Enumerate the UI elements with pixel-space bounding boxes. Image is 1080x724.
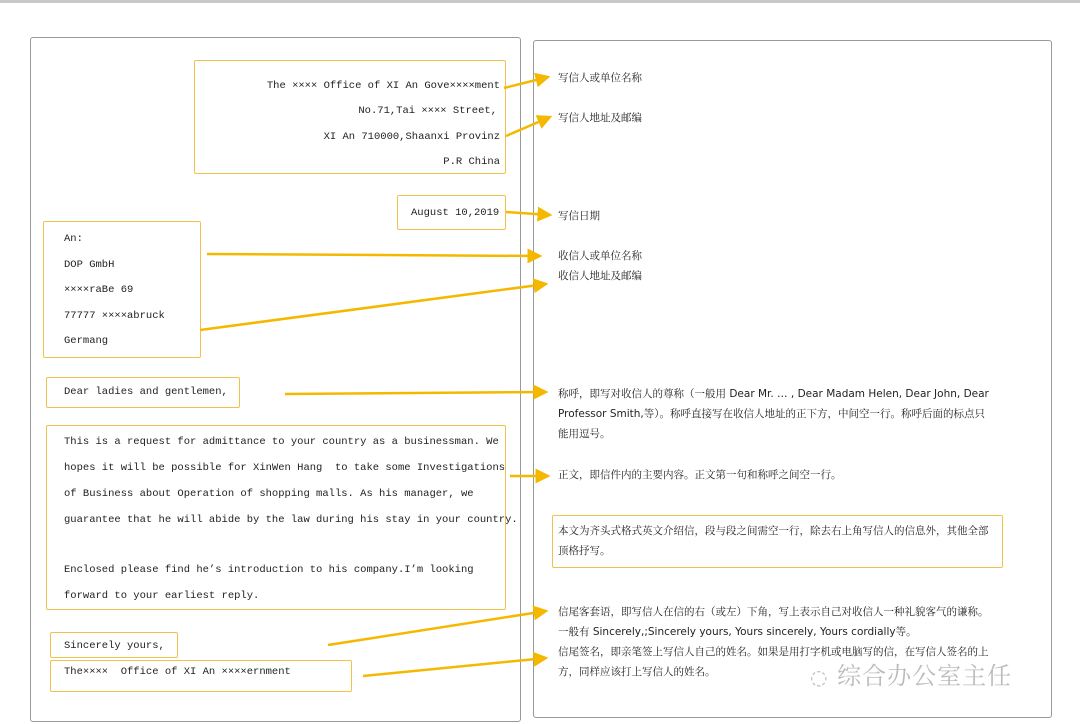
annotation-salutation: 称呼，即写对收信人的尊称（一般用 Dear Mr. … , Dear Madam Helen, Dear John, Dear Professor Smith,等）。称呼直接写在收信人地址的正下方，中间空一行。称呼后面的标点只能用逗号。 <box>558 388 989 440</box>
watermark <box>810 656 1012 691</box>
body-line: Enclosed please find he’s introduction to his company.I’m looking <box>64 564 474 576</box>
salutation: Dear ladies and gentlemen, <box>64 386 228 398</box>
arrow <box>207 254 540 256</box>
sender-line: P.R China <box>443 156 500 168</box>
recipient-line: An: <box>64 233 83 245</box>
watermark-text: 综合办公室主任 <box>837 662 1013 690</box>
arrow <box>285 392 546 394</box>
arrow <box>328 611 546 645</box>
sender-line: No.71,Tai ×××× Street, <box>358 105 497 117</box>
body-line: guarantee that he will abide by the law during his stay in your country. <box>64 514 518 526</box>
annotation-date: 写信日期 <box>558 210 600 222</box>
body-line: This is a request for admittance to your country as a businessman. We <box>64 436 499 448</box>
letter-date: August 10,2019 <box>411 207 500 219</box>
annotation-signature: 信尾签名，即亲笔签上写信人自己的姓名。如果是用打字机或电脑写的信，在写信人签名的上方，同样应该打上写信人的姓名。 <box>558 646 989 678</box>
recipient-line: DOP GmbH <box>64 259 115 271</box>
arrow <box>200 284 546 330</box>
signature: The×××× Office of XI An ××××ernment <box>64 666 291 678</box>
sender-line: The ×××× Office of XI An Gove××××ment <box>266 80 500 92</box>
body-line: hopes it will be possible for XinWen Hang to take some Investigations <box>64 462 506 474</box>
sender-line: XI An 710000,Shaanxi Provinz <box>323 131 500 143</box>
annotation-sender-address: 写信人地址及邮编 <box>558 112 642 124</box>
annotation-sender-name: 写信人或单位名称 <box>558 72 642 84</box>
body-line: of Business about Operation of shopping malls. As his manager, we <box>64 488 474 500</box>
closing: Sincerely yours, <box>64 640 165 652</box>
annotation-closing: 信尾客套语，即写信人在信的右（或左）下角，写上表示自己对收信人一种礼貌客气的谦称。一般有 Sincerely,;Sincerely yours, Yours sincerely, Yours cordially等。 <box>558 606 989 638</box>
arrow <box>506 212 550 215</box>
recipient-line: ××××raBe 69 <box>64 284 134 296</box>
arrow <box>363 658 546 676</box>
annotation-body: 正文，即信件内的主要内容。正文第一句和称呼之间空一行。 <box>558 469 842 481</box>
arrow <box>506 117 550 136</box>
wechat-icon: ◌ <box>810 665 829 689</box>
annotation-note: 本文为齐头式格式英文介绍信，段与段之间需空一行，除去右上角写信人的信息外，其他全部顶格抒写。 <box>558 525 989 557</box>
arrow <box>504 77 548 88</box>
annotation-recipient-address: 收信人地址及邮编 <box>558 270 642 282</box>
annotation-recipient-name: 收信人或单位名称 <box>558 250 642 262</box>
recipient-line: Germang <box>64 335 109 347</box>
body-line: forward to your earliest reply. <box>64 590 260 602</box>
recipient-line: 77777 ××××abruck <box>64 310 165 322</box>
